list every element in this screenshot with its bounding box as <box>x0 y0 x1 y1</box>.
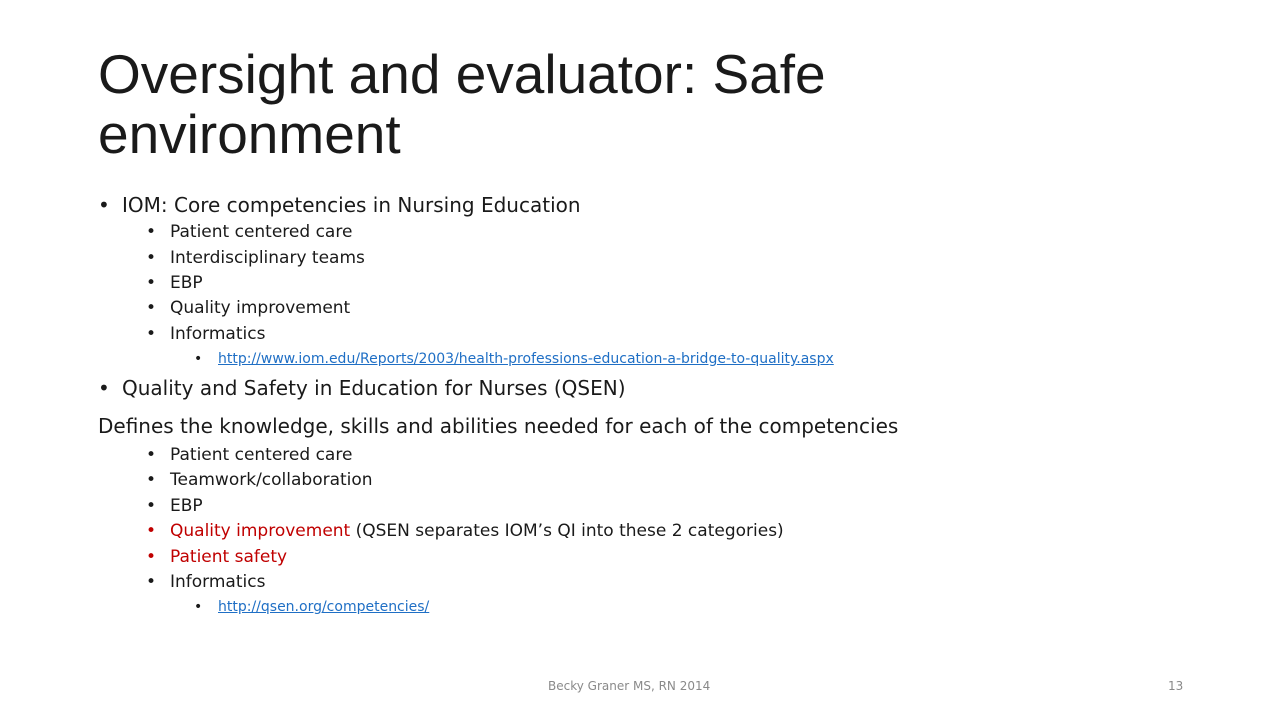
bullet-dot: • <box>146 470 157 490</box>
bullet-dot: • <box>146 572 157 592</box>
quality-improvement-note: (QSEN separates IOM’s QI into these 2 categories) <box>350 521 784 541</box>
iom-item-patient-centered-care: Patient centered care <box>170 222 353 242</box>
bullet-dot: • <box>146 248 157 268</box>
qsen-item-patient-safety: Patient safety <box>170 547 288 567</box>
qsen-heading: Quality and Safety in Education for Nurses (QSEN) <box>122 376 626 400</box>
bullet-dot: • <box>146 324 157 344</box>
iom-heading: IOM: Core competencies in Nursing Education <box>122 193 581 217</box>
qsen-definition: Defines the knowledge, skills and abilities needed for each of the competencies <box>98 414 899 438</box>
bullet-dot: • <box>194 599 203 615</box>
iom-item-informatics: Informatics <box>170 324 266 344</box>
slide-number: 13 <box>1168 679 1184 693</box>
bullet-dot: • <box>146 445 157 465</box>
bullet-dot: • <box>98 376 110 400</box>
bullet-dot: • <box>146 298 157 318</box>
bullet-dot: • <box>146 273 157 293</box>
bullet-dot: • <box>146 547 157 567</box>
bullet-dot: • <box>98 193 110 217</box>
qsen-item-ebp: EBP <box>170 496 203 516</box>
qsen-item-teamwork: Teamwork/collaboration <box>170 470 373 490</box>
bullet-dot: • <box>146 496 157 516</box>
iom-item-quality-improvement: Quality improvement <box>170 298 351 318</box>
qsen-item-informatics: Informatics <box>170 572 266 592</box>
quality-improvement-label: Quality improvement <box>170 521 351 541</box>
slide-title: Oversight and evaluator: Safe environment <box>98 43 826 165</box>
bullet-dot: • <box>146 521 157 541</box>
bullet-dot: • <box>194 351 203 367</box>
iom-item-ebp: EBP <box>170 273 203 293</box>
qsen-item-patient-centered-care: Patient centered care <box>170 445 353 465</box>
iom-report-link[interactable]: http://www.iom.edu/Reports/2003/health-professions-education-a-bridge-to-quality.aspx <box>218 351 834 367</box>
bullet-dot: • <box>146 222 157 242</box>
qsen-competencies-link[interactable]: http://qsen.org/competencies/ <box>218 599 430 615</box>
iom-item-interdisciplinary-teams: Interdisciplinary teams <box>170 248 365 268</box>
qsen-item-quality-improvement <box>170 520 784 542</box>
footer-author: Becky Graner MS, RN 2014 <box>548 679 711 693</box>
